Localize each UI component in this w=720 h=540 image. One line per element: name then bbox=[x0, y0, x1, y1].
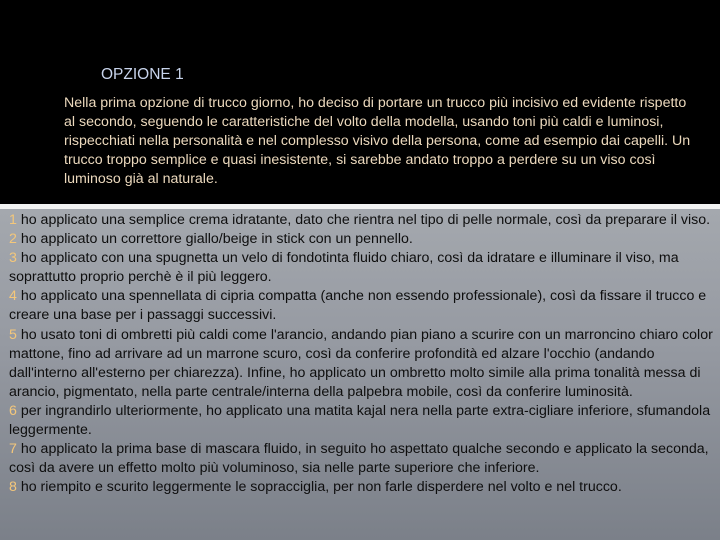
steps-panel bbox=[0, 209, 720, 540]
step-text: ho applicato la prima base di mascara fluido, in seguito ho aspettato qualche secondo e applicato la seconda, così da avere un effetto molto più voluminoso, sia nelle parte superiore che inferiore. bbox=[9, 441, 709, 477]
step-item-4 bbox=[9, 287, 715, 325]
step-text: ho applicato un correttore giallo/beige in stick con un pennello. bbox=[16, 231, 413, 248]
step-item-5 bbox=[9, 326, 715, 402]
intro-paragraph: Nella prima opzione di trucco giorno, ho deciso di portare un trucco più incisivo ed evidente rispetto al secondo, seguendo le caratteristiche del volto della modella, usando toni più caldi e luminosi, rispecchiati nella personalità e nel complesso visivo della persona, come ad esempio dai capelli. Un trucco troppo semplice e quasi inesistente, si sarebbe andato troppo a perdere su un viso così luminoso già al naturale. bbox=[64, 95, 691, 188]
step-item-8 bbox=[9, 478, 715, 497]
step-text: per ingrandirlo ulteriormente, ho applicato una matita kajal nera nella parte extra-cigliare inferiore, sfumandola leggermente. bbox=[9, 402, 711, 439]
step-item-7 bbox=[9, 440, 715, 478]
step-number: 8 bbox=[9, 479, 17, 496]
step-text: ho usato toni di ombretti più caldi come l'arancio, andando pian piano a scurire con un marroncino chiaro color mattone, fino ad arrivare ad un marrone scuro, così da conferire profondità ed alzare l'occhio (andando dall'interno all'esterno per chiarezza). Infine, ho applicato un ombretto molto simile alla prima tonalità messa di arancio, pigmentato, nella parte centrale/interna della palpebra mobile, così da conferire luminosità. bbox=[9, 326, 713, 400]
step-text: ho applicato con una spugnetta un velo di fondotinta fluido chiaro, così da idratare e illuminare il viso, ma soprattutto proprio perchè è il più leggero. bbox=[9, 250, 679, 286]
step-number: 7 bbox=[9, 441, 17, 458]
step-number: 5 bbox=[9, 326, 17, 343]
steps-list bbox=[9, 211, 715, 497]
step-item-1 bbox=[9, 211, 715, 230]
intro-panel bbox=[0, 0, 720, 209]
step-text: ho applicato una semplice crema idratante, dato che rientra nel tipo di pelle normale, così da preparare il viso. bbox=[16, 212, 711, 228]
step-item-2 bbox=[9, 230, 715, 249]
step-number: 4 bbox=[9, 288, 17, 305]
step-text: ho applicato una spennellata di cipria compatta (anche non essendo professionale), così da fissare il trucco e creare una base per i passaggi successivi. bbox=[9, 288, 707, 324]
step-number: 2 bbox=[9, 231, 17, 248]
step-number: 6 bbox=[9, 402, 17, 419]
step-item-3 bbox=[9, 249, 715, 287]
step-number: 1 bbox=[9, 212, 17, 228]
step-number: 3 bbox=[9, 250, 17, 267]
slide-title: OPZIONE 1 bbox=[101, 66, 184, 83]
step-item-6 bbox=[9, 402, 715, 440]
step-text: ho riempito e scurito leggermente le sopracciglia, per non farle disperdere nel volto e nel trucco. bbox=[16, 479, 622, 496]
